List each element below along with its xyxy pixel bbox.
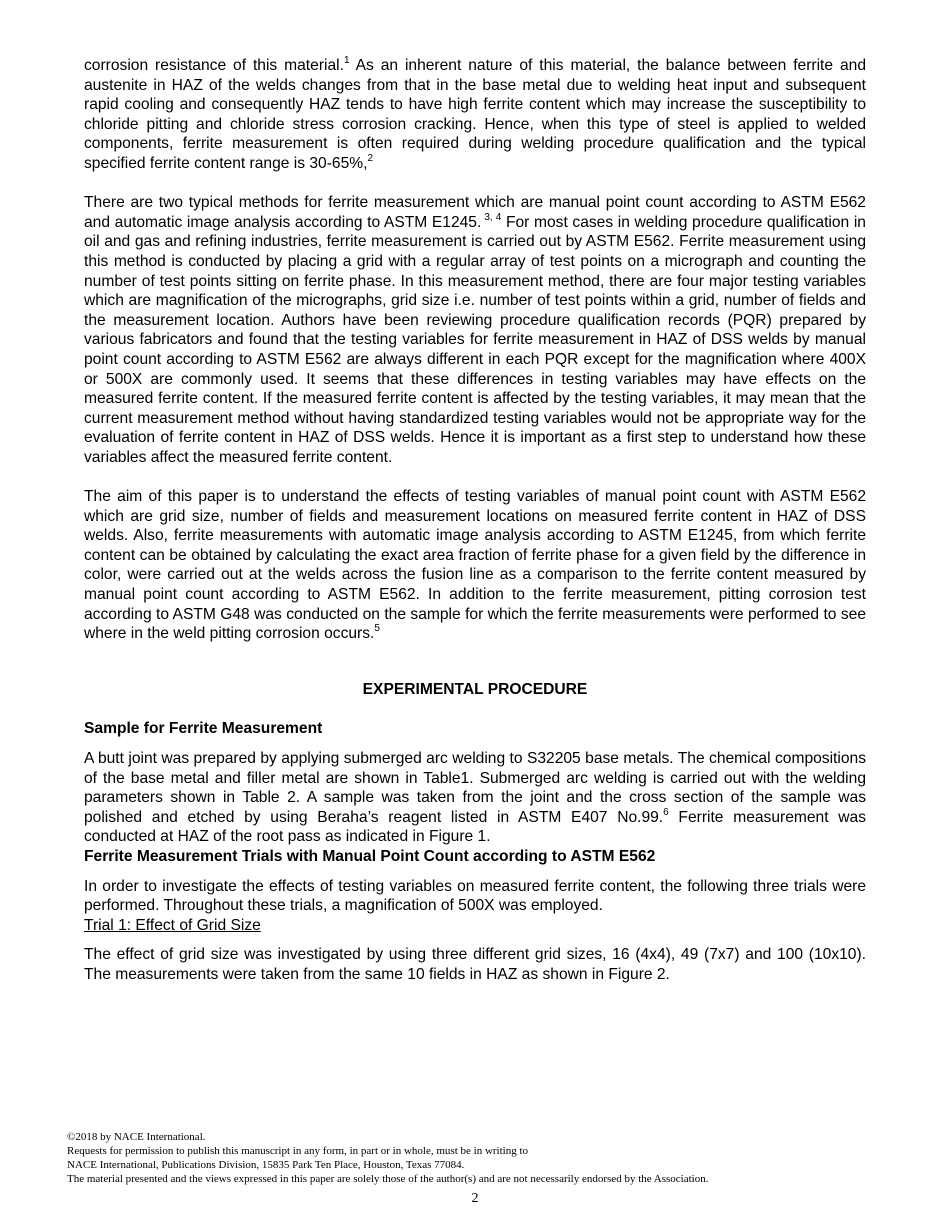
footer-line-disclaimer: The material presented and the views expressed in this paper are solely those of the author(s) and are not necessarily endorsed by the Association. bbox=[67, 1173, 709, 1185]
sample-text-b: Ferrite measurement was conducted at HAZ of the root pass as indicated in Figure 1. bbox=[84, 808, 866, 846]
citation-5: 5 bbox=[374, 623, 380, 635]
copyright-footer bbox=[67, 1130, 887, 1186]
intro-p2-text-a: There are two typical methods for ferrite measurement which are manual point count according to ASTM E562 and automatic image analysis according to ASTM E1245. bbox=[84, 194, 866, 231]
intro-paragraph-1 bbox=[84, 56, 866, 174]
sample-text-a: A butt joint was prepared by applying submerged arc welding to S32205 base metals. The chemical compositions of the base metal and filler metal are shown in Table1. Submerged arc welding is carried out with the welding parameters shown in Table 2. A sample was taken from the joint and the cross section of the sample was polished and etched by using Beraha’s reagent listed in ASTM E407 No.99. bbox=[84, 750, 866, 826]
intro-p1-text-b: As an inherent nature of this material, the balance between ferrite and austenite in HAZ of the welds changes from that in the base metal due to welding heat input and subsequent rapid cooling and consequently HAZ tends to have high ferrite content which may increase the susceptibility to chloride pitting and chloride stress corrosion cracking. Hence, when this type of steel is applied to welded components, ferrite measurement is often required during welding procedure qualification and the typical specified ferrite content range is 30-65%, bbox=[84, 57, 866, 172]
section-heading-experimental: EXPERIMENTAL PROCEDURE bbox=[362, 680, 588, 698]
body-text bbox=[84, 56, 866, 985]
page-number: 2 bbox=[471, 1191, 479, 1206]
citation-2: 2 bbox=[367, 152, 374, 164]
sample-paragraph bbox=[84, 749, 866, 847]
intro-p3-text: The aim of this paper is to understand the effects of testing variables of manual point count with ASTM E562 which are grid size, number of fields and measurement locations on measured ferrite content in HAZ of DSS welds. Also, ferrite measurements with automatic image analysis according to ASTM E1245, from which ferrite content can be obtained by calculating the exact area fraction of ferrite phase for a given field by the difference in color, were carried out at the welds across the fusion line as a comparison to the ferrite content measured by manual point count according to ASTM E562. In addition to the ferrite measurement, pitting corrosion test according to ASTM G48 was conducted on the sample for which the ferrite measurements were performed to see where in the weld pitting corrosion occurs. bbox=[84, 488, 866, 643]
trials-paragraph: In order to investigate the effects of testing variables on measured ferrite content, the following three trials were performed. Throughout these trials, a magnification of 500X was employed. bbox=[84, 877, 866, 915]
citation-3-4: 3, 4 bbox=[481, 211, 502, 223]
intro-p1-text-a: corrosion resistance of this material. bbox=[84, 57, 344, 74]
intro-paragraph-3 bbox=[84, 487, 866, 644]
citation-1: 1 bbox=[343, 54, 350, 66]
footer-line-copyright: ©2018 by NACE International. bbox=[67, 1131, 206, 1143]
intro-p2-text-b: For most cases in welding procedure qualification in oil and gas and refining industries, ferrite measurement is carried out by ASTM E562. Ferrite measurement using this method is conducted by placing a grid with a regular array of test points on a micrograph and counting the number of test points sitting on ferrite phase. In this measurement method, there are four major testing variables which are magnification of the micrographs, grid size i.e. number of test points within a grid, number of fields and the measurement location. Authors have been reviewing procedure qualification records (PQR) prepared by various fabricators and found that the testing variables for ferrite measurement in HAZ of DSS welds by manual point count according to ASTM E562 are always different in each PQR except for the magnification where 400X or 500X are commonly used. It seems that these differences in testing variables may have effects on the measured ferrite content. If the measured ferrite content is affected by the testing variables, it may mean that the current measurement method without having standardized testing variables would not be appropriate way for the evaluation of ferrite content in HAZ of DSS welds. Hence it is important as a first step to understand how these variables affect the measured ferrite content. bbox=[84, 213, 866, 466]
footer-line-permission: Requests for permission to publish this manuscript in any form, in part or in whole, must be in writing to bbox=[67, 1145, 529, 1157]
subheading-trial-1: Trial 1: Effect of Grid Size bbox=[84, 916, 261, 934]
trial-1-paragraph: The effect of grid size was investigated by using three different grid sizes, 16 (4x4), 49 (7x7) and 100 (10x10). The measurements were taken from the same 10 fields in HAZ as shown in Figure 2. bbox=[84, 946, 866, 983]
subheading-sample: Sample for Ferrite Measurement bbox=[84, 720, 323, 738]
subheading-trials: Ferrite Measurement Trials with Manual Point Count according to ASTM E562 bbox=[84, 847, 656, 865]
citation-6: 6 bbox=[663, 806, 669, 818]
footer-line-address: NACE International, Publications Division, 15835 Park Ten Place, Houston, Texas 77084. bbox=[67, 1159, 465, 1171]
intro-paragraph-2 bbox=[84, 193, 866, 467]
